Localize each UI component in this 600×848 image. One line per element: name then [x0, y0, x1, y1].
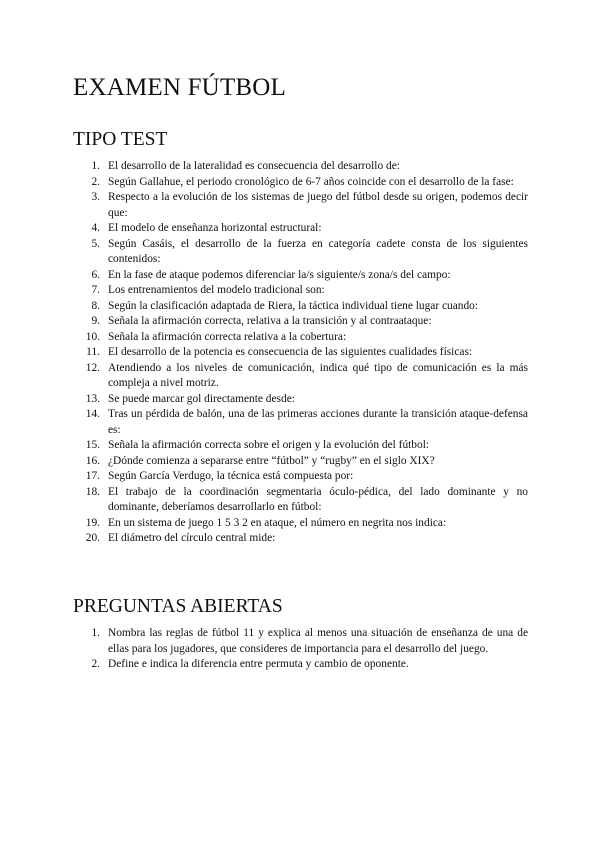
question-item: [73, 516, 528, 532]
question-text: El trabajo de la coordinación segmentaria óculo-pédica, del lado dominante y no dominante, deberíamos desarrollarlo en fútbol:: [108, 485, 528, 513]
question-number: 16.: [85, 454, 100, 467]
question-text: Se puede marcar gol directamente desde:: [108, 392, 295, 405]
question-text: El diámetro del círculo central mide:: [108, 532, 276, 544]
test-question-list: [73, 159, 528, 547]
question-item: [73, 299, 528, 315]
question-number: 2.: [91, 175, 100, 188]
question-text: El desarrollo de la lateralidad es consecuencia del desarrollo de:: [108, 160, 400, 172]
question-number: 20.: [85, 532, 100, 544]
question-number: 3.: [91, 191, 100, 203]
question-number: 8.: [91, 299, 100, 312]
question-text: En la fase de ataque podemos diferenciar la/s siguiente/s zona/s del campo:: [108, 268, 451, 281]
question-number: 2.: [91, 658, 100, 670]
test-section-heading: TIPO TEST: [73, 129, 168, 150]
question-text: Nombra las reglas de fútbol 11 y explica al menos una situación de enseñanza de una de ellas para los jugadores, que consideres de importancia para el desarrollo del juego.: [108, 627, 528, 655]
question-text: ¿Dónde comienza a separarse entre “fútbol” y “rugby” en el siglo XIX?: [108, 454, 435, 467]
page-title: EXAMEN FÚTBOL: [73, 74, 287, 101]
question-number: 7.: [91, 284, 100, 296]
open-question-list: [73, 626, 528, 673]
question-item: [73, 469, 528, 485]
question-item: [73, 237, 528, 268]
question-number: 15.: [85, 439, 100, 451]
question-text: Según Gallahue, el periodo cronológico de 6-7 años coincide con el desarrollo de la fase:: [108, 175, 514, 188]
question-text: En un sistema de juego 1 5 3 2 en ataque, el número en negrita nos indica:: [108, 516, 447, 529]
question-text: Señala la afirmación correcta, relativa a la transición y al contraataque:: [108, 315, 432, 327]
question-text: Atendiendo a los niveles de comunicación, indica qué tipo de comunicación es la más compleja a nivel motriz.: [108, 361, 528, 389]
question-item: [73, 314, 528, 330]
question-item: [73, 268, 528, 284]
question-item: [73, 159, 528, 175]
question-item: [73, 345, 528, 361]
question-item: [73, 221, 528, 237]
question-item: [73, 438, 528, 454]
question-item: [73, 531, 528, 547]
question-item: [73, 175, 528, 191]
question-text: Según García Verdugo, la técnica está compuesta por:: [108, 470, 354, 482]
question-text: Respecto a la evolución de los sistemas de juego del fútbol desde su origen, podemos decir que:: [108, 191, 528, 219]
question-text: Los entrenamientos del modelo tradicional son:: [108, 284, 325, 296]
question-item: [73, 626, 528, 657]
question-text: El desarrollo de la potencia es consecuencia de las siguientes cualidades físicas:: [108, 346, 473, 358]
question-number: 10.: [85, 330, 100, 343]
question-number: 19.: [85, 516, 100, 529]
question-item: [73, 283, 528, 299]
question-text: Según Casáis, el desarrollo de la fuerza en categoría cadete consta de los siguientes contenidos:: [108, 237, 528, 265]
question-text: El modelo de enseñanza horizontal estructural:: [108, 222, 322, 234]
question-number: 9.: [91, 315, 100, 327]
question-number: 12.: [85, 361, 100, 374]
question-item: [73, 330, 528, 346]
question-text: Señala la afirmación correcta sobre el origen y la evolución del fútbol:: [108, 439, 430, 451]
question-number: 18.: [85, 485, 100, 498]
question-number: 4.: [91, 222, 100, 234]
question-number: 5.: [91, 237, 100, 250]
question-text: Tras un pérdida de balón, una de las primeras acciones durante la transición ataque-defensa es:: [108, 408, 528, 436]
question-item: [73, 190, 528, 221]
question-text: Define e indica la diferencia entre permuta y cambio de oponente.: [108, 658, 409, 670]
question-item: [73, 454, 528, 470]
question-item: [73, 657, 528, 673]
question-number: 1.: [91, 160, 100, 172]
question-text: Según la clasificación adaptada de Riera, la táctica individual tiene lugar cuando:: [108, 299, 479, 312]
question-item: [73, 392, 528, 408]
question-number: 13.: [85, 392, 100, 405]
question-item: [73, 485, 528, 516]
question-item: [73, 361, 528, 392]
question-text: Señala la afirmación correcta relativa a la cobertura:: [108, 330, 347, 343]
question-number: 11.: [86, 346, 100, 358]
question-number: 14.: [85, 408, 100, 420]
question-item: [73, 407, 528, 438]
question-number: 17.: [85, 470, 100, 482]
question-number: 6.: [91, 268, 100, 281]
open-section-heading: PREGUNTAS ABIERTAS: [73, 596, 283, 617]
question-number: 1.: [91, 627, 100, 639]
